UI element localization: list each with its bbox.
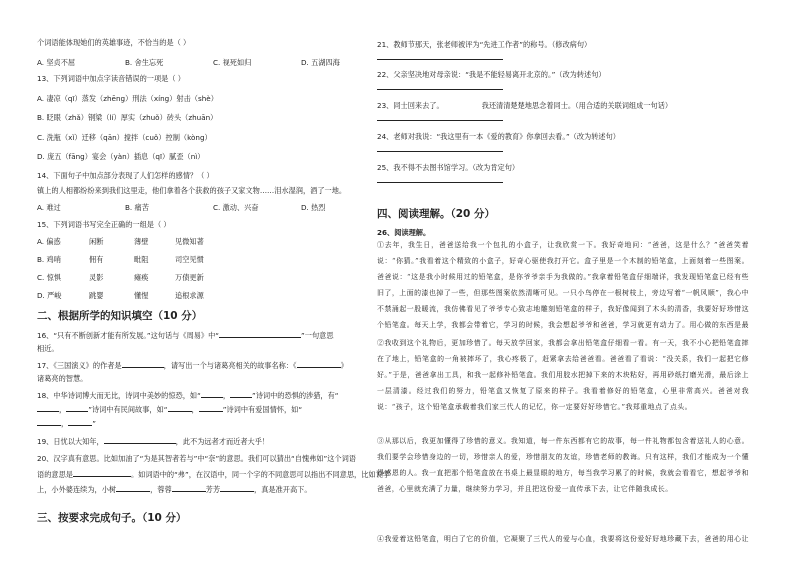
- q16-blank[interactable]: [219, 330, 301, 338]
- q18-blank-3[interactable]: [37, 404, 59, 412]
- reading-paragraph-3: ③从那以后，我更加懂得了珍惜的意义。我知道，每一件东西都有它的故事，每一件礼物都包含着送礼人的心意。我们要学会珍惜身边的一切，珍惜亲人的爱，珍惜朋友的友谊，珍惜老师的教诲。只有这样，我们才能成为一个懂得感恩的人。我一直把那个铅笔盒放在书桌上最显眼的地方，每当我学习累了的时候，我就会看看它，想起爷爷和爸爸，心里就充满了力量，继续努力学习，并且把这份爱一直传承下去，让它伴随我成长。: [377, 437, 749, 493]
- q18-text-a: 18、中华诗词博大而无比，诗词中美妙的惊恐，如“: [37, 391, 201, 400]
- q15-b-1: B. 鸡哨: [37, 255, 61, 264]
- q17: [37, 360, 348, 370]
- q17-text-b: ，请写出一个与诸葛亮相关的故事名称：《: [163, 361, 297, 370]
- option-b: B. 舍生忘死: [125, 58, 164, 67]
- section-2-heading: 二、根据所学的知识填空（10 分）: [37, 310, 203, 322]
- q18-blank-5[interactable]: [168, 404, 192, 412]
- q18-text-d: ”诗词中有爱国情怀，如“: [222, 405, 303, 414]
- q20-line3: [37, 484, 312, 494]
- q23-stem: [377, 101, 672, 110]
- q15-c-1: C. 惊惧: [37, 273, 61, 282]
- q26-stem: 26、阅读理解。: [377, 228, 431, 237]
- q15-d-1: D. 严峻: [37, 291, 62, 300]
- q16-text-b: ”一句意思: [301, 331, 334, 340]
- q18-blank-8[interactable]: [68, 418, 92, 426]
- q15-a-2: 闲断: [89, 237, 104, 246]
- q18-blank-6[interactable]: [199, 404, 223, 412]
- section-4-heading: 四、阅读理解。（20 分）: [377, 208, 496, 220]
- q15-b-2: 佣有: [89, 255, 104, 264]
- q15-a-4: 见微知著: [175, 237, 204, 246]
- q15-c-2: 灵影: [89, 273, 104, 282]
- q25-answer-line[interactable]: [377, 182, 503, 183]
- q15-a-1: A. 偏惑: [37, 237, 61, 246]
- q14-stem: 14、下面句子中加点部分表现了人们怎样的感情？（ ）: [37, 171, 214, 180]
- reading-paragraph-4: ④我爱着这铅笔盒，明白了它的价值，它凝聚了三代人的爱与心血，我要将这份爱好好地珍藏下去，爸爸的用心让: [377, 535, 749, 543]
- q14-text: 镇上的人相都纷纷来到我们这里走，他们拿着各个获救的孩子又家文物……泪水湿润，酒了一地。: [37, 186, 347, 195]
- q22-stem: 22、父亲坚决地对母亲说：“我是不能轻易离开北京的。”（改为转述句）: [377, 70, 606, 79]
- q16-cont: 相近。: [37, 344, 59, 353]
- q17-text-a: 17、《三国演义》的作者是: [37, 361, 122, 370]
- q13-stem: 13、下列词语中加点字读音错误的一项是（ ）: [37, 74, 185, 83]
- q18-blank-4[interactable]: [66, 404, 88, 412]
- q20-text-e: ，蓉蓉: [150, 485, 172, 494]
- q16: [37, 330, 334, 340]
- q19-text-b: ，此不为远者才而近者大乎！: [175, 437, 270, 446]
- q18-blank-1[interactable]: [201, 390, 223, 398]
- q15-d-4: 追根求源: [175, 291, 204, 300]
- q15-d-3: 懂惺: [134, 291, 149, 300]
- q20-text-g: ，真是准开高下。: [254, 485, 312, 494]
- q20-text-c: 。如词语中的“弗”，在汉语中，同一个字的不同意思可以指出不同意思，比如说学: [130, 470, 390, 479]
- option-d: D. 五湖四海: [301, 58, 340, 67]
- q25-stem: 25、我不得不去图书馆学习。（改为肯定句）: [377, 163, 520, 172]
- q15-c-4: 万债更新: [175, 273, 204, 282]
- q20-text-b: 语的意思是: [37, 470, 73, 479]
- q15-b-3: 毗阻: [134, 255, 149, 264]
- q13-option-b: B. 眨眼（zhǎ）钢梁（lí）厚实（zhuǒ）砖头（zhuān）: [37, 113, 218, 122]
- q19: [37, 436, 269, 446]
- q18-text-c: ”诗词中有民间故事，如“: [88, 405, 168, 414]
- option-a: A. 坚贞不屈: [37, 58, 76, 67]
- q23-text-b: 我还清清楚楚地思念着同士。（用合适的关联词组成一句话）: [481, 101, 673, 110]
- q24-answer-line[interactable]: [377, 151, 503, 152]
- q22-answer-line[interactable]: [377, 89, 503, 90]
- reading-paragraph-1: ①去年，我生日，爸爸送给我一个包扎的小盒子，让我欣赏一下。我好奇地问：“爸爸，这是什么？”爸爸笑着说：“你猜。”我看着这个精致的小盒子，好奇心驱使我打开它。盒子里是一个木制的铅笔盒，上面刻着一些图案。爸爸说：“这是我小时候用过的铅笔盒，是你爷爷亲手为我做的。”我拿着铅笔盒仔细端详，我发现铅笔盒已经有些旧了，上面的漆也掉了一些，但那些图案依然清晰可见。一只小鸟停在一根树枝上，旁边写着“一帆风顺”，我心中不禁涌起一股暖流，我仿佛看见了爷爷专心致志地雕刻铅笔盒的样子，我好像闻到了木头的清香，我要好好珍惜这个铅笔盒。每天上学，我都会带着它，学习的时候，我会想起爷爷和爸爸，学习就更有动力了。用心做的东西是最: [377, 241, 749, 329]
- q17-blank-2[interactable]: [297, 360, 341, 368]
- q15-stem: 15、下列词语书写完全正确的一组是（ ）: [37, 220, 171, 229]
- q13-option-c: C. 洗瓶（xǐ）迁移（qān）搅拌（cuǒ）控制（kòng）: [37, 133, 212, 142]
- reading-paragraph-2: ②我收到这个礼物后，更加珍惜了。每天放学回家，我都会拿出铅笔盒仔细看一看。有一天，我不小心把铅笔盒摔在了地上，铅笔盒的一角被摔坏了，我心疼极了，赶紧拿去给爸爸看。爸爸看了看说：“没关系，我们一起把它修好。”于是，爸爸拿出工具，和我一起修补铅笔盒。我们用胶水把掉下来的木块粘好，再用砂纸打磨光滑，最后涂上一层清漆。经过我们的努力，铅笔盒又恢复了原来的样子。我看着修好的铅笔盒，心里非常高兴。爸爸对我说：“孩子，这个铅笔盒承载着我们家三代人的记忆，你一定要好好珍惜它。”我郑重地点了点头。: [377, 339, 749, 411]
- q18-text-b: ”诗词中的恐惧的涉猎，有“: [252, 391, 339, 400]
- q23-gap: [444, 101, 482, 108]
- q13-option-a: A. 凄凉（qī）蒸发（zhēng）刑法（xíng）射击（shè）: [37, 94, 218, 103]
- q18-blank-7[interactable]: [37, 418, 61, 426]
- q17-blank-1[interactable]: [122, 360, 164, 368]
- q20-line1: 20、汉字真有意思。比如加油了“为是其智者若与”中“奈”的意思。我们可以猜出“自愧弗如”这个词语: [37, 454, 356, 463]
- option-b: B. 痛苦: [125, 203, 149, 212]
- q23-text-a: 23、同士回来去了。: [377, 101, 444, 110]
- q21-stem: 21、教师节那天，张老师被评为“先进工作者”的称号。（修改病句）: [377, 40, 592, 49]
- q20-text-d: 上，小外婆连续为，小树: [37, 485, 117, 494]
- q15-d-2: 跳婴: [89, 291, 104, 300]
- q18-blank-2[interactable]: [230, 390, 252, 398]
- q17-text-c: 》: [340, 361, 348, 370]
- q23-answer-line[interactable]: [377, 120, 503, 121]
- q20-blank-2[interactable]: [116, 484, 150, 492]
- q18-line3: ， ”: [37, 418, 96, 428]
- option-c: C. 激动、兴奋: [213, 203, 259, 212]
- q18-line2: ， ”诗词中有民间故事，如“ ， ”诗词中有爱国情怀，如“: [37, 404, 302, 414]
- q15-c-3: 瘫痪: [134, 273, 149, 282]
- q21-answer-line[interactable]: [377, 59, 503, 60]
- q19-text-a: 19、日忧以大知年，: [37, 437, 104, 446]
- q20-blank-1[interactable]: [73, 469, 131, 477]
- q15-a-3: 薄壁: [134, 237, 149, 246]
- q17-cont: 诸葛亮的智慧。: [37, 374, 88, 383]
- q13-option-d: D. 庞五（fāng）宴会（yàn）插息（qī）腻歪（nì）: [37, 152, 205, 161]
- q12-tail: 个词语能体现她们的英雄事迹，不恰当的是（ ）: [37, 38, 191, 47]
- q20-blank-3[interactable]: [172, 484, 206, 492]
- q20-blank-4[interactable]: [220, 484, 254, 492]
- q18-text-e: ”: [92, 419, 96, 428]
- q16-text-a: 16、“只有不断创新才能有所发展。”这句话与《周易》中“: [37, 331, 220, 340]
- q19-blank[interactable]: [104, 436, 176, 444]
- q15-b-4: 司空见惯: [175, 255, 204, 264]
- q18: 18、中华诗词博大而无比，诗词中美妙的惊恐，如“ ， ”诗词中的恐惧的涉猎，有“: [37, 391, 339, 400]
- option-d: D. 热烈: [301, 203, 326, 212]
- q20-line2: [37, 469, 390, 479]
- section-3-heading: 三、按要求完成句子。（10 分）: [37, 512, 187, 524]
- option-a: A. 难过: [37, 203, 61, 212]
- q20-text-f: 芳芳: [205, 485, 221, 494]
- option-c: C. 视死如归: [213, 58, 252, 67]
- q24-stem: 24、老师对我说：“我这里有一本《爱的教育》你拿回去看。”（改为转述句）: [377, 132, 620, 141]
